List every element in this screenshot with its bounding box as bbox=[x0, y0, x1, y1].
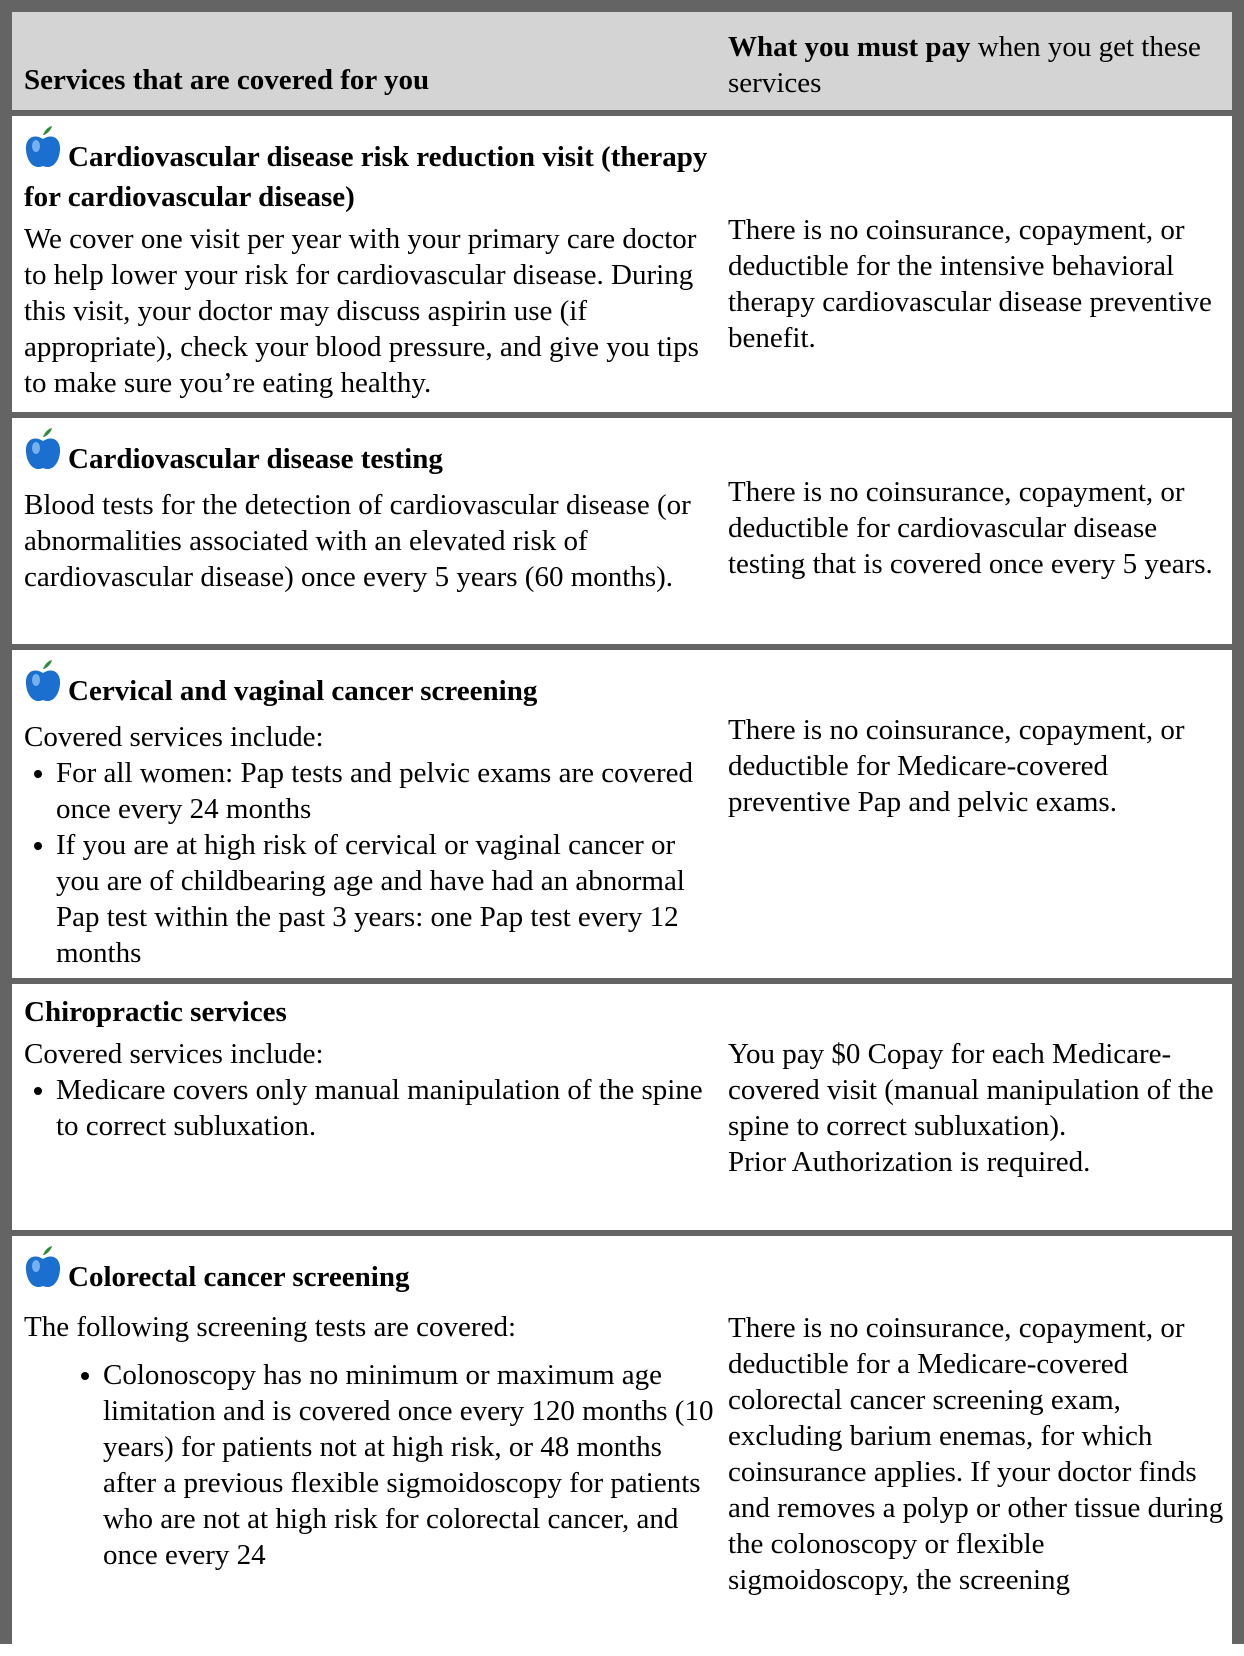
table-row bbox=[12, 650, 1232, 984]
payment-text: You pay $0 Copay for each Medicare-covered visit (manual manipulation of the spine to correct subluxation). bbox=[728, 1038, 1214, 1142]
payment-text: There is no coinsurance, copayment, or deductible for the intensive behavioral therapy cardiovascular disease preventive benefit. bbox=[728, 214, 1212, 354]
list-item: If you are at high risk of cervical or vaginal cancer or you are of childbearing age and have had an abnormal Pap test within the past 3 years: one Pap test every 12 months bbox=[56, 827, 714, 971]
payment-cell bbox=[726, 116, 1232, 412]
payment-note: Prior Authorization is required. bbox=[728, 1146, 1091, 1178]
service-cell bbox=[12, 418, 726, 644]
list-item: Colonoscopy has no minimum or maximum age limitation and is covered once every 120 months (10 years) for patients not at high risk, or 48 months after a previous flexible sigmoidoscopy for patients who are not at high risk for colorectal cancer, and once every 24 bbox=[103, 1359, 714, 1571]
service-title: Colorectal cancer screening bbox=[24, 1246, 714, 1299]
payment-text: There is no coinsurance, copayment, or deductible for cardiovascular disease testing that is covered once every 5 years. bbox=[728, 476, 1213, 580]
table-header-row bbox=[12, 12, 1232, 116]
header-services-cell bbox=[12, 12, 726, 110]
payment-cell bbox=[726, 984, 1232, 1230]
service-cell bbox=[12, 650, 726, 978]
service-cell bbox=[12, 1236, 726, 1656]
table-row bbox=[12, 1236, 1232, 1656]
payment-text: There is no coinsurance, copayment, or deductible for Medicare-covered preventive Pap and pelvic exams. bbox=[728, 714, 1185, 818]
service-bullet-list bbox=[24, 1072, 714, 1144]
header-payment-bold: What you must pay bbox=[728, 31, 971, 63]
apple-icon bbox=[24, 660, 62, 713]
service-title: Cervical and vaginal cancer screening bbox=[24, 660, 714, 713]
apple-icon bbox=[24, 1246, 62, 1299]
service-intro: Covered services include: bbox=[24, 1038, 324, 1070]
list-item: Medicare covers only manual manipulation of the spine to correct subluxation. bbox=[56, 1072, 714, 1144]
service-bullet-list bbox=[24, 755, 714, 971]
header-payment-rest: when you get these services bbox=[728, 31, 1201, 99]
service-cell bbox=[12, 116, 726, 412]
service-description: Blood tests for the detection of cardiovascular disease (or abnormalities associated with an elevated risk of cardiovascular disease) once every 5 years (60 months). bbox=[24, 489, 691, 593]
table-row bbox=[12, 116, 1232, 418]
service-title: Cardiovascular disease risk reduction visit (therapy for cardiovascular disease) bbox=[24, 126, 714, 215]
service-intro: The following screening tests are covered: bbox=[24, 1311, 517, 1343]
service-cell bbox=[12, 984, 726, 1230]
header-services-label: Services that are covered for you bbox=[24, 64, 430, 96]
header-payment-cell bbox=[726, 12, 1232, 110]
payment-cell bbox=[726, 418, 1232, 644]
apple-icon bbox=[24, 428, 62, 481]
service-intro: Covered services include: bbox=[24, 721, 324, 753]
service-title: Chiropractic services bbox=[24, 996, 287, 1028]
table-row bbox=[12, 984, 1232, 1236]
apple-icon bbox=[24, 126, 62, 179]
table-row bbox=[12, 418, 1232, 650]
payment-text: There is no coinsurance, copayment, or deductible for a Medicare-covered colorectal cancer screening exam, excluding barium enemas, for which coinsurance applies. If your doctor finds and removes a polyp or other tissue during the colonoscopy or flexible sigmoidoscopy, the screening bbox=[728, 1312, 1224, 1596]
service-title: Cardiovascular disease testing bbox=[24, 428, 714, 481]
list-item: For all women: Pap tests and pelvic exams are covered once every 24 months bbox=[56, 755, 714, 827]
service-bullet-list bbox=[24, 1357, 714, 1573]
payment-cell bbox=[726, 650, 1232, 978]
payment-cell bbox=[726, 1236, 1232, 1656]
service-description: We cover one visit per year with your primary care doctor to help lower your risk for cardiovascular disease. During this visit, your doctor may discuss aspirin use (if appropriate), check your blood pressure, and give you tips to make sure you’re eating healthy. bbox=[24, 223, 699, 399]
